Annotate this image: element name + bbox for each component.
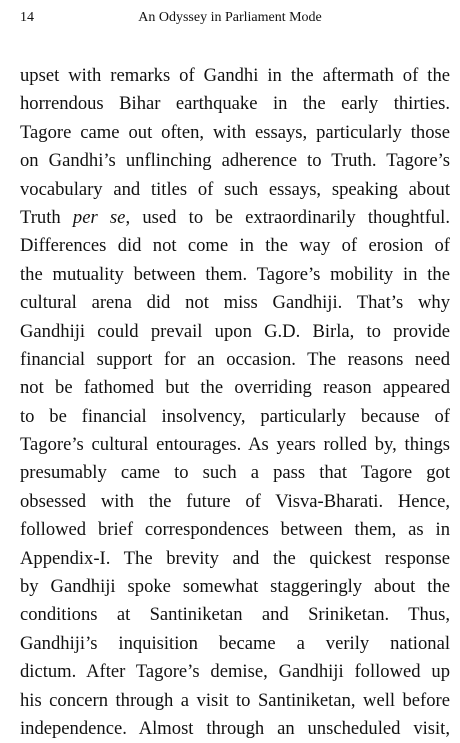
text-line-with-italic — [20, 204, 450, 232]
text-line: Differences did not come in the way of erosion of — [20, 235, 450, 257]
text-line: financial support for an occasion. The reasons need — [20, 348, 450, 370]
text-line: on Gandhi’s unflinching adherence to Truth. Tagore’s — [20, 150, 450, 172]
text-line: by Gandhiji spoke somewhat staggeringly about the — [20, 576, 450, 598]
text-line: the mutuality between them. Tagore’s mobility in the — [20, 263, 450, 285]
body-text — [20, 62, 450, 743]
text-line: horrendous Bihar earthquake in the early thirties. — [20, 93, 450, 115]
text-line: obsessed with the future of Visva-Bharati. Hence, — [20, 490, 450, 512]
italic-phrase: per se — [72, 206, 126, 228]
text-line: independence. Almost through an unscheduled visit, — [20, 717, 450, 739]
text-line: cultural arena did not miss Gandhiji. That’s why — [20, 292, 450, 314]
text-line: Tagore’s cultural entourages. As years rolled by, things — [20, 434, 450, 456]
text-line: Gandhiji could prevail upon G.D. Birla, to provide — [20, 320, 450, 342]
text-line: to be financial insolvency, particularly because of — [20, 405, 450, 427]
text-line: not be fathomed but the overriding reason appeared — [20, 377, 450, 399]
text-line: Appendix-I. The brevity and the quickest response — [20, 547, 450, 569]
text-line: presumably came to such a pass that Tagore got — [20, 462, 450, 484]
line-end: , used to be extraordinarily thoughtful. — [125, 206, 450, 228]
text-line: Gandhiji’s inquisition became a verily national — [20, 632, 450, 654]
text-line: vocabulary and titles of such essays, speaking about — [20, 178, 450, 200]
text-line: followed brief correspondences between them, as in — [20, 519, 450, 541]
page-number: 14 — [20, 10, 34, 25]
text-line: conditions at Santiniketan and Sriniketan. Thus, — [20, 604, 450, 626]
text-line: dictum. After Tagore’s demise, Gandhiji followed up — [20, 661, 450, 683]
running-header — [0, 10, 460, 30]
text-line: upset with remarks of Gandhi in the aftermath of the — [20, 65, 450, 86]
running-title: An Odyssey in Parliament Mode — [138, 10, 322, 25]
text-line: his concern through a visit to Santiniketan, well before — [20, 689, 450, 711]
text-line: Tagore came out often, with essays, particularly those — [20, 121, 450, 143]
line-start: Truth — [20, 206, 73, 228]
